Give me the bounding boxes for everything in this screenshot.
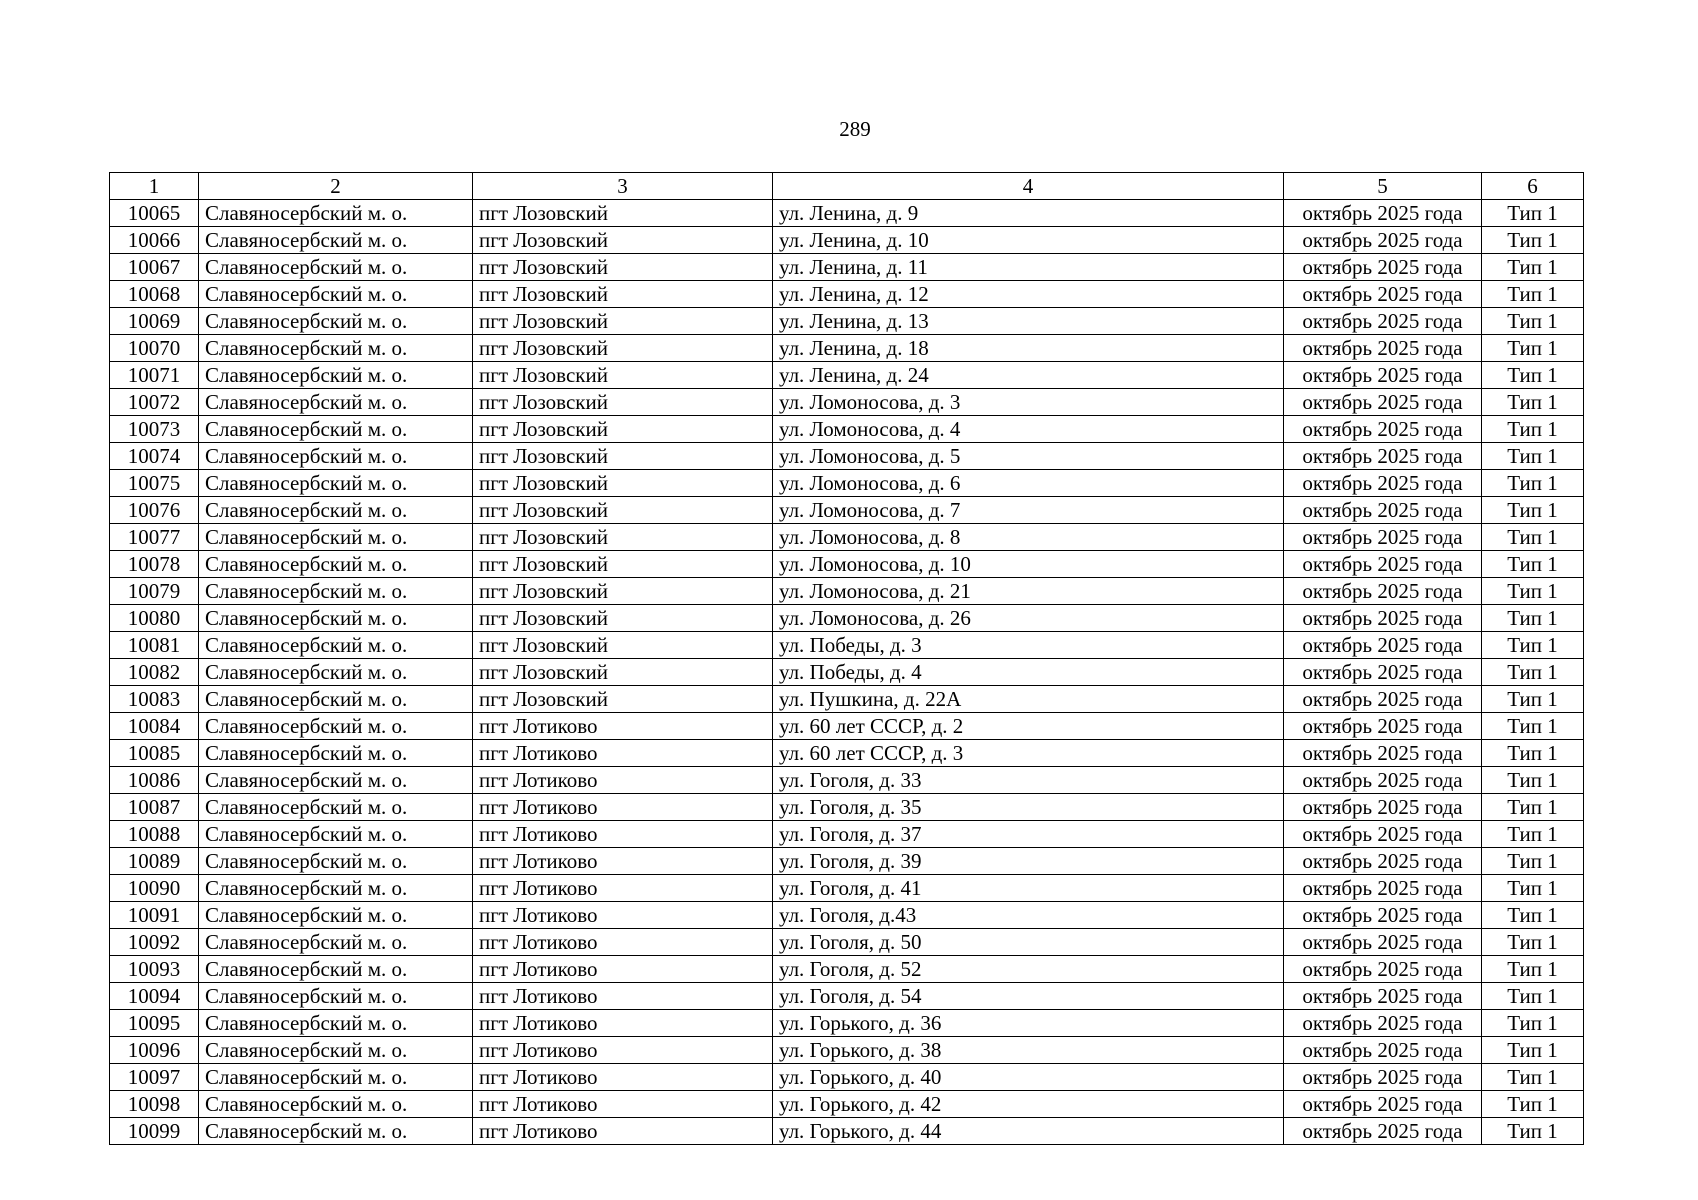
table-row (110, 605, 1584, 632)
settlement-cell: пгт Лозовский (473, 227, 773, 254)
row-number-cell: 10084 (110, 713, 199, 740)
row-number-cell: 10096 (110, 1037, 199, 1064)
settlement-cell: пгт Лотиково (473, 1091, 773, 1118)
address-cell: ул. Ломоносова, д. 21 (773, 578, 1284, 605)
period-cell: октябрь 2025 года (1284, 497, 1482, 524)
district-cell: Славяносербский м. о. (199, 956, 473, 983)
settlement-cell: пгт Лозовский (473, 524, 773, 551)
period-cell: октябрь 2025 года (1284, 956, 1482, 983)
row-number-cell: 10081 (110, 632, 199, 659)
table-row (110, 389, 1584, 416)
address-cell: ул. Ломоносова, д. 6 (773, 470, 1284, 497)
table-row (110, 551, 1584, 578)
type-cell: Тип 1 (1482, 821, 1584, 848)
type-cell: Тип 1 (1482, 497, 1584, 524)
address-cell: ул. Горького, д. 44 (773, 1118, 1284, 1145)
period-cell: октябрь 2025 года (1284, 551, 1482, 578)
settlement-cell: пгт Лотиково (473, 902, 773, 929)
period-cell: октябрь 2025 года (1284, 578, 1482, 605)
row-number-cell: 10086 (110, 767, 199, 794)
district-cell: Славяносербский м. о. (199, 740, 473, 767)
table-row (110, 362, 1584, 389)
address-cell: ул. Ленина, д. 13 (773, 308, 1284, 335)
table-row (110, 686, 1584, 713)
settlement-cell: пгт Лотиково (473, 983, 773, 1010)
settlement-cell: пгт Лотиково (473, 929, 773, 956)
table-row (110, 335, 1584, 362)
address-cell: ул. Ломоносова, д. 4 (773, 416, 1284, 443)
district-cell: Славяносербский м. о. (199, 794, 473, 821)
district-cell: Славяносербский м. о. (199, 362, 473, 389)
row-number-cell: 10065 (110, 200, 199, 227)
district-cell: Славяносербский м. о. (199, 254, 473, 281)
row-number-cell: 10080 (110, 605, 199, 632)
table-row (110, 254, 1584, 281)
settlement-cell: пгт Лотиково (473, 848, 773, 875)
row-number-cell: 10087 (110, 794, 199, 821)
district-cell: Славяносербский м. о. (199, 200, 473, 227)
district-cell: Славяносербский м. о. (199, 335, 473, 362)
period-cell: октябрь 2025 года (1284, 632, 1482, 659)
address-cell: ул. Горького, д. 38 (773, 1037, 1284, 1064)
period-cell: октябрь 2025 года (1284, 902, 1482, 929)
type-cell: Тип 1 (1482, 443, 1584, 470)
type-cell: Тип 1 (1482, 1064, 1584, 1091)
settlement-cell: пгт Лотиково (473, 821, 773, 848)
table-row (110, 794, 1584, 821)
type-cell: Тип 1 (1482, 902, 1584, 929)
settlement-cell: пгт Лозовский (473, 551, 773, 578)
settlement-cell: пгт Лозовский (473, 362, 773, 389)
table-row (110, 983, 1584, 1010)
table-row (110, 632, 1584, 659)
table-row (110, 1064, 1584, 1091)
type-cell: Тип 1 (1482, 983, 1584, 1010)
type-cell: Тип 1 (1482, 200, 1584, 227)
address-cell: ул. Гоголя, д. 33 (773, 767, 1284, 794)
table-row (110, 443, 1584, 470)
type-cell: Тип 1 (1482, 740, 1584, 767)
district-cell: Славяносербский м. о. (199, 713, 473, 740)
row-number-cell: 10085 (110, 740, 199, 767)
period-cell: октябрь 2025 года (1284, 929, 1482, 956)
period-cell: октябрь 2025 года (1284, 524, 1482, 551)
type-cell: Тип 1 (1482, 632, 1584, 659)
row-number-cell: 10071 (110, 362, 199, 389)
address-cell: ул. Ломоносова, д. 3 (773, 389, 1284, 416)
row-number-cell: 10075 (110, 470, 199, 497)
type-cell: Тип 1 (1482, 1118, 1584, 1145)
row-number-cell: 10098 (110, 1091, 199, 1118)
period-cell: октябрь 2025 года (1284, 848, 1482, 875)
type-cell: Тип 1 (1482, 389, 1584, 416)
period-cell: октябрь 2025 года (1284, 821, 1482, 848)
settlement-cell: пгт Лозовский (473, 281, 773, 308)
table-row (110, 524, 1584, 551)
type-cell: Тип 1 (1482, 875, 1584, 902)
settlement-cell: пгт Лотиково (473, 875, 773, 902)
address-cell: ул. Гоголя, д. 35 (773, 794, 1284, 821)
table-row (110, 875, 1584, 902)
district-cell: Славяносербский м. о. (199, 578, 473, 605)
address-cell: ул. Гоголя, д. 41 (773, 875, 1284, 902)
type-cell: Тип 1 (1482, 254, 1584, 281)
row-number-cell: 10070 (110, 335, 199, 362)
table-row (110, 308, 1584, 335)
row-number-cell: 10088 (110, 821, 199, 848)
column-number-cell: 6 (1482, 173, 1584, 200)
address-cell: ул. Победы, д. 3 (773, 632, 1284, 659)
table-row (110, 659, 1584, 686)
settlement-cell: пгт Лозовский (473, 578, 773, 605)
settlement-cell: пгт Лозовский (473, 335, 773, 362)
address-cell: ул. Ломоносова, д. 7 (773, 497, 1284, 524)
district-cell: Славяносербский м. о. (199, 848, 473, 875)
period-cell: октябрь 2025 года (1284, 605, 1482, 632)
settlement-cell: пгт Лотиково (473, 1037, 773, 1064)
row-number-cell: 10079 (110, 578, 199, 605)
table-row (110, 1118, 1584, 1145)
district-cell: Славяносербский м. о. (199, 1010, 473, 1037)
type-cell: Тип 1 (1482, 659, 1584, 686)
district-cell: Славяносербский м. о. (199, 497, 473, 524)
settlement-cell: пгт Лозовский (473, 686, 773, 713)
type-cell: Тип 1 (1482, 335, 1584, 362)
district-cell: Славяносербский м. о. (199, 821, 473, 848)
settlement-cell: пгт Лозовский (473, 200, 773, 227)
address-cell: ул. 60 лет СССР, д. 2 (773, 713, 1284, 740)
type-cell: Тип 1 (1482, 956, 1584, 983)
period-cell: октябрь 2025 года (1284, 389, 1482, 416)
district-cell: Славяносербский м. о. (199, 551, 473, 578)
row-number-cell: 10069 (110, 308, 199, 335)
address-cell: ул. Ломоносова, д. 5 (773, 443, 1284, 470)
address-cell: ул. Горького, д. 40 (773, 1064, 1284, 1091)
district-cell: Славяносербский м. о. (199, 443, 473, 470)
row-number-cell: 10090 (110, 875, 199, 902)
district-cell: Славяносербский м. о. (199, 470, 473, 497)
settlement-cell: пгт Лозовский (473, 416, 773, 443)
period-cell: октябрь 2025 года (1284, 335, 1482, 362)
period-cell: октябрь 2025 года (1284, 983, 1482, 1010)
address-cell: ул. Гоголя, д.43 (773, 902, 1284, 929)
row-number-cell: 10089 (110, 848, 199, 875)
registry-table (109, 172, 1584, 1145)
period-cell: октябрь 2025 года (1284, 659, 1482, 686)
type-cell: Тип 1 (1482, 848, 1584, 875)
district-cell: Славяносербский м. о. (199, 632, 473, 659)
period-cell: октябрь 2025 года (1284, 200, 1482, 227)
period-cell: октябрь 2025 года (1284, 1037, 1482, 1064)
district-cell: Славяносербский м. о. (199, 929, 473, 956)
period-cell: октябрь 2025 года (1284, 1010, 1482, 1037)
type-cell: Тип 1 (1482, 281, 1584, 308)
address-cell: ул. Гоголя, д. 52 (773, 956, 1284, 983)
row-number-cell: 10094 (110, 983, 199, 1010)
address-cell: ул. Гоголя, д. 39 (773, 848, 1284, 875)
row-number-cell: 10078 (110, 551, 199, 578)
column-number-cell: 4 (773, 173, 1284, 200)
period-cell: октябрь 2025 года (1284, 794, 1482, 821)
row-number-cell: 10099 (110, 1118, 199, 1145)
table-row (110, 902, 1584, 929)
table-row (110, 821, 1584, 848)
page-number: 289 (839, 117, 871, 141)
settlement-cell: пгт Лотиково (473, 1010, 773, 1037)
period-cell: октябрь 2025 года (1284, 227, 1482, 254)
period-cell: октябрь 2025 года (1284, 416, 1482, 443)
settlement-cell: пгт Лозовский (473, 389, 773, 416)
district-cell: Славяносербский м. о. (199, 875, 473, 902)
column-number-cell: 5 (1284, 173, 1482, 200)
column-number-cell: 3 (473, 173, 773, 200)
table-row (110, 1010, 1584, 1037)
district-cell: Славяносербский м. о. (199, 1064, 473, 1091)
table-row (110, 470, 1584, 497)
period-cell: октябрь 2025 года (1284, 281, 1482, 308)
district-cell: Славяносербский м. о. (199, 416, 473, 443)
settlement-cell: пгт Лозовский (473, 254, 773, 281)
settlement-cell: пгт Лозовский (473, 605, 773, 632)
settlement-cell: пгт Лозовский (473, 659, 773, 686)
type-cell: Тип 1 (1482, 1037, 1584, 1064)
address-cell: ул. Ленина, д. 10 (773, 227, 1284, 254)
district-cell: Славяносербский м. о. (199, 659, 473, 686)
period-cell: октябрь 2025 года (1284, 1091, 1482, 1118)
registry-table-body (110, 173, 1584, 1145)
address-cell: ул. Горького, д. 42 (773, 1091, 1284, 1118)
district-cell: Славяносербский м. о. (199, 308, 473, 335)
table-row (110, 281, 1584, 308)
settlement-cell: пгт Лозовский (473, 497, 773, 524)
address-cell: ул. Ломоносова, д. 8 (773, 524, 1284, 551)
period-cell: октябрь 2025 года (1284, 713, 1482, 740)
address-cell: ул. Ленина, д. 9 (773, 200, 1284, 227)
table-row (110, 227, 1584, 254)
type-cell: Тип 1 (1482, 794, 1584, 821)
address-cell: ул. Ленина, д. 12 (773, 281, 1284, 308)
period-cell: октябрь 2025 года (1284, 470, 1482, 497)
type-cell: Тип 1 (1482, 767, 1584, 794)
row-number-cell: 10097 (110, 1064, 199, 1091)
type-cell: Тип 1 (1482, 578, 1584, 605)
table-row (110, 767, 1584, 794)
table-row (110, 1091, 1584, 1118)
type-cell: Тип 1 (1482, 1091, 1584, 1118)
row-number-cell: 10091 (110, 902, 199, 929)
row-number-cell: 10076 (110, 497, 199, 524)
settlement-cell: пгт Лотиково (473, 956, 773, 983)
period-cell: октябрь 2025 года (1284, 740, 1482, 767)
period-cell: октябрь 2025 года (1284, 308, 1482, 335)
district-cell: Славяносербский м. о. (199, 524, 473, 551)
district-cell: Славяносербский м. о. (199, 1037, 473, 1064)
type-cell: Тип 1 (1482, 416, 1584, 443)
address-cell: ул. Ленина, д. 11 (773, 254, 1284, 281)
period-cell: октябрь 2025 года (1284, 1118, 1482, 1145)
address-cell: ул. Гоголя, д. 54 (773, 983, 1284, 1010)
row-number-cell: 10082 (110, 659, 199, 686)
district-cell: Славяносербский м. о. (199, 1091, 473, 1118)
district-cell: Славяносербский м. о. (199, 1118, 473, 1145)
address-cell: ул. Ломоносова, д. 26 (773, 605, 1284, 632)
address-cell: ул. Ленина, д. 24 (773, 362, 1284, 389)
period-cell: октябрь 2025 года (1284, 254, 1482, 281)
row-number-cell: 10095 (110, 1010, 199, 1037)
table-row (110, 929, 1584, 956)
district-cell: Славяносербский м. о. (199, 902, 473, 929)
period-cell: октябрь 2025 года (1284, 1064, 1482, 1091)
row-number-cell: 10074 (110, 443, 199, 470)
table-row (110, 1037, 1584, 1064)
type-cell: Тип 1 (1482, 524, 1584, 551)
row-number-cell: 10072 (110, 389, 199, 416)
row-number-cell: 10083 (110, 686, 199, 713)
type-cell: Тип 1 (1482, 551, 1584, 578)
settlement-cell: пгт Лотиково (473, 740, 773, 767)
row-number-cell: 10073 (110, 416, 199, 443)
type-cell: Тип 1 (1482, 686, 1584, 713)
settlement-cell: пгт Лотиково (473, 767, 773, 794)
column-number-cell: 1 (110, 173, 199, 200)
table-row (110, 956, 1584, 983)
district-cell: Славяносербский м. о. (199, 605, 473, 632)
district-cell: Славяносербский м. о. (199, 983, 473, 1010)
row-number-cell: 10067 (110, 254, 199, 281)
period-cell: октябрь 2025 года (1284, 362, 1482, 389)
type-cell: Тип 1 (1482, 605, 1584, 632)
district-cell: Славяносербский м. о. (199, 227, 473, 254)
address-cell: ул. Гоголя, д. 50 (773, 929, 1284, 956)
settlement-cell: пгт Лозовский (473, 470, 773, 497)
row-number-cell: 10066 (110, 227, 199, 254)
table-row (110, 578, 1584, 605)
address-cell: ул. Победы, д. 4 (773, 659, 1284, 686)
row-number-cell: 10093 (110, 956, 199, 983)
row-number-cell: 10068 (110, 281, 199, 308)
address-cell: ул. Ленина, д. 18 (773, 335, 1284, 362)
address-cell: ул. Пушкина, д. 22А (773, 686, 1284, 713)
table-row (110, 848, 1584, 875)
type-cell: Тип 1 (1482, 470, 1584, 497)
table-row (110, 713, 1584, 740)
address-cell: ул. Горького, д. 36 (773, 1010, 1284, 1037)
settlement-cell: пгт Лотиково (473, 1064, 773, 1091)
column-number-row (110, 173, 1584, 200)
address-cell: ул. Ломоносова, д. 10 (773, 551, 1284, 578)
table-row (110, 416, 1584, 443)
settlement-cell: пгт Лозовский (473, 308, 773, 335)
settlement-cell: пгт Лотиково (473, 794, 773, 821)
row-number-cell: 10092 (110, 929, 199, 956)
district-cell: Славяносербский м. о. (199, 281, 473, 308)
type-cell: Тип 1 (1482, 1010, 1584, 1037)
type-cell: Тип 1 (1482, 227, 1584, 254)
district-cell: Славяносербский м. о. (199, 389, 473, 416)
settlement-cell: пгт Лотиково (473, 713, 773, 740)
settlement-cell: пгт Лозовский (473, 632, 773, 659)
settlement-cell: пгт Лозовский (473, 443, 773, 470)
type-cell: Тип 1 (1482, 713, 1584, 740)
column-number-cell: 2 (199, 173, 473, 200)
period-cell: октябрь 2025 года (1284, 875, 1482, 902)
row-number-cell: 10077 (110, 524, 199, 551)
district-cell: Славяносербский м. о. (199, 767, 473, 794)
settlement-cell: пгт Лотиково (473, 1118, 773, 1145)
table-row (110, 740, 1584, 767)
address-cell: ул. Гоголя, д. 37 (773, 821, 1284, 848)
type-cell: Тип 1 (1482, 362, 1584, 389)
period-cell: октябрь 2025 года (1284, 686, 1482, 713)
period-cell: октябрь 2025 года (1284, 767, 1482, 794)
type-cell: Тип 1 (1482, 929, 1584, 956)
table-row (110, 200, 1584, 227)
type-cell: Тип 1 (1482, 308, 1584, 335)
address-cell: ул. 60 лет СССР, д. 3 (773, 740, 1284, 767)
district-cell: Славяносербский м. о. (199, 686, 473, 713)
table-row (110, 497, 1584, 524)
period-cell: октябрь 2025 года (1284, 443, 1482, 470)
